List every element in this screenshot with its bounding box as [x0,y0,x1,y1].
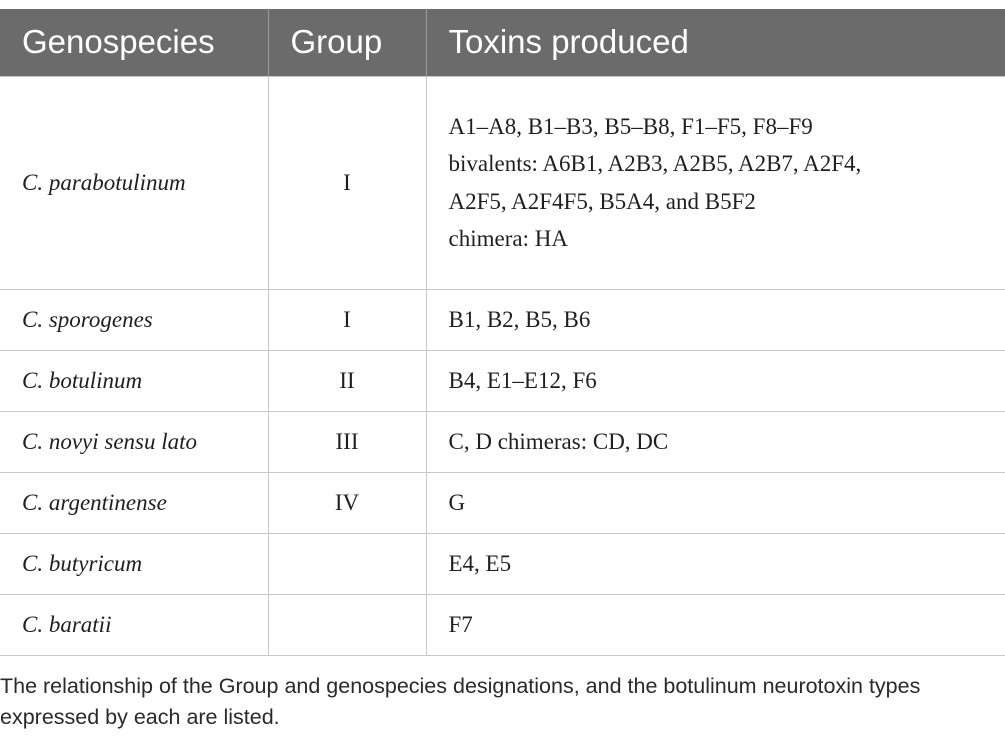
toxins-cell: B4, E1–E12, F6 [426,350,1005,411]
group-cell: II [268,350,426,411]
toxins-line: chimera: HA [448,226,568,251]
table-container [0,9,1005,656]
species-cell: C. parabotulinum [0,76,268,289]
species-cell: C. sporogenes [0,289,268,350]
table-row [0,472,1005,533]
toxins-cell: G [426,472,1005,533]
toxins-line: A1–A8, B1–B3, B5–B8, F1–F5, F8–F9 [448,113,813,139]
table-row [0,411,1005,472]
header-toxins: Toxins produced [426,9,1005,76]
toxins-cell: C, D chimeras: CD, DC [426,411,1005,472]
table-row [0,594,1005,655]
table-header [0,9,1005,76]
toxins-line: bivalents: A6B1, A2B3, A2B5, A2B7, A2F4, [448,151,862,176]
species-cell: C. botulinum [0,350,268,411]
toxins-cell: B1, B2, B5, B6 [426,289,1005,350]
species-cell: C. argentinense [0,472,268,533]
group-cell [268,594,426,655]
group-cell [268,533,426,594]
header-group: Group [268,9,426,76]
species-cell: C. baratii [0,594,268,655]
toxins-cell: F7 [426,594,1005,655]
table-row [0,76,1005,289]
toxins-line: A2F5, A2F4F5, B5A4, and B5F2 [448,188,756,214]
species-cell: C. novyi sensu lato [0,411,268,472]
header-genospecies: Genospecies [0,9,268,76]
header-row [0,9,1005,76]
toxins-cell: E4, E5 [426,533,1005,594]
table-row [0,289,1005,350]
table-row [0,350,1005,411]
toxins-cell [426,76,1005,289]
table-footnote: The relationship of the Group and genospecies designations, and the botulinum neurotoxin types expressed by each are listed. [0,674,921,729]
group-cell: IV [268,472,426,533]
species-cell: C. butyricum [0,533,268,594]
group-cell: I [268,289,426,350]
group-cell: I [268,76,426,289]
group-cell: III [268,411,426,472]
table-body [0,76,1005,655]
table-row [0,533,1005,594]
genospecies-table [0,9,1005,656]
